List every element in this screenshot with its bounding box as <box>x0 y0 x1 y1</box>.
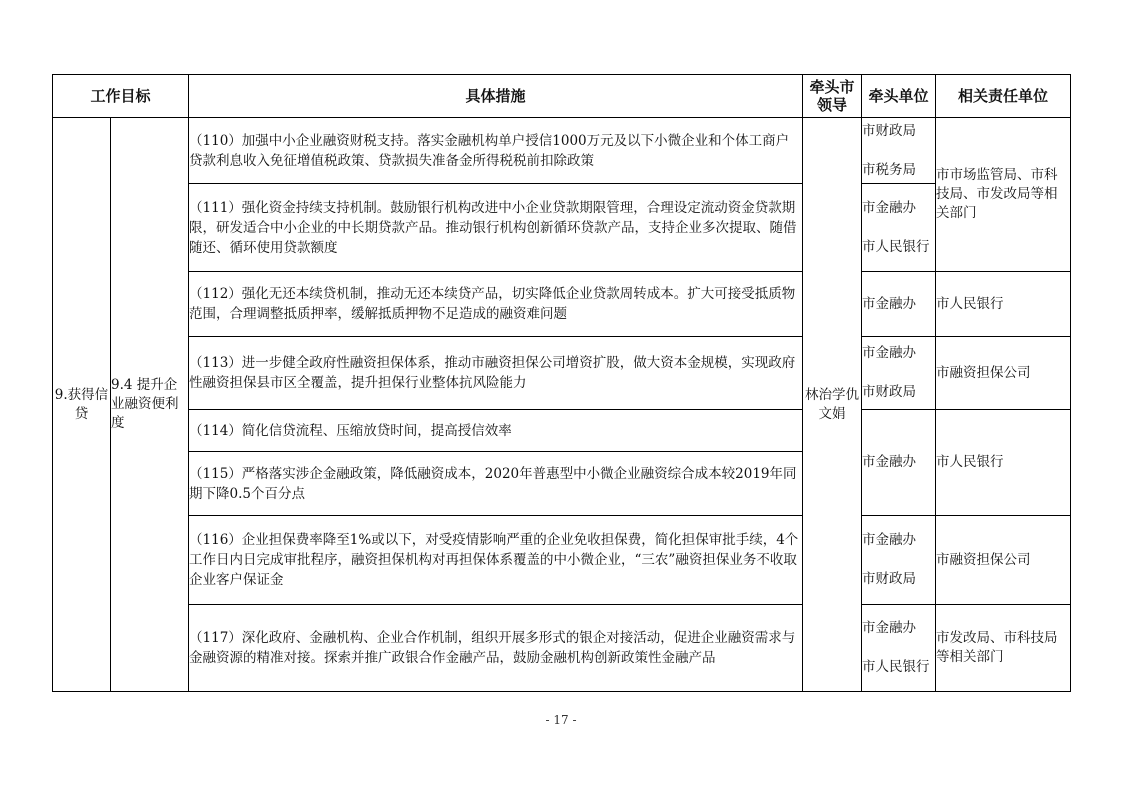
measure-112: （112）强化无还本续贷机制，推动无还本续贷产品，切实降低企业贷款周转成本。扩大可接受抵质物范围，合理调整抵质押率，缓解抵质押物不足造成的融资难问题 <box>189 272 803 337</box>
lead-unit-name: 市财政局 <box>862 571 917 587</box>
lead-unit-name: 市金融办 <box>862 532 917 548</box>
lead-unit-name: 市人民银行 <box>862 238 930 255</box>
header-resp-unit: 相关责任单位 <box>936 75 1071 118</box>
header-lead-unit: 牵头单位 <box>862 75 936 118</box>
lead-unit-name: 市财政局 <box>862 384 917 400</box>
lead-unit-116 <box>862 516 936 605</box>
lead-unit-name: 市财政局 <box>862 122 917 139</box>
lead-unit-name: 市金融办 <box>862 620 917 636</box>
table-row <box>53 605 1071 692</box>
resp-unit-117: 市发改局、市科技局等相关部门 <box>936 605 1071 692</box>
resp-unit-114-115: 市人民银行 <box>936 410 1071 516</box>
table-row <box>53 272 1071 337</box>
table-row <box>53 410 1071 452</box>
header-measures: 具体措施 <box>189 75 803 118</box>
goal-level1: 9.获得信贷 <box>53 118 111 692</box>
lead-unit-name: 市税务局 <box>862 161 917 178</box>
measure-111: （111）强化资金持续支持机制。鼓励银行机构改进中小企业贷款期限管理，合理设定流动资金贷款期限，研发适合中小企业的中长期贷款产品。推动银行机构创新循环贷款产品，支持企业多次提取、随借随还、循环使用贷款额度 <box>189 184 803 272</box>
work-table <box>52 74 1071 692</box>
table-row <box>53 337 1071 410</box>
measure-113: （113）进一步健全政府性融资担保体系，推动市融资担保公司增资扩股，做大资本金规模，实现政府性融资担保县市区全覆盖，提升担保行业整体抗风险能力 <box>189 337 803 410</box>
measure-116: （116）企业担保费率降至1%或以下，对受疫情影响严重的企业免收担保费，简化担保审批手续，4个工作日内日完成审批程序，融资担保机构对再担保体系覆盖的中小微企业，“三农”融资担保业务不收取企业客户保证金 <box>189 516 803 605</box>
lead-unit-110 <box>862 118 936 184</box>
header-goal: 工作目标 <box>53 75 189 118</box>
resp-unit-113: 市融资担保公司 <box>936 337 1071 410</box>
measure-114: （114）简化信贷流程、压缩放贷时间，提高授信效率 <box>189 410 803 452</box>
table-row <box>53 184 1071 272</box>
lead-unit-name: 市人民银行 <box>862 659 930 675</box>
measure-117: （117）深化政府、金融机构、企业合作机制，组织开展多形式的银企对接活动，促进企业融资需求与金融资源的精准对接。探索并推广政银合作金融产品，鼓励金融机构创新政策性金融产品 <box>189 605 803 692</box>
lead-unit-117 <box>862 605 936 692</box>
table-row <box>53 118 1071 184</box>
lead-unit-111 <box>862 184 936 272</box>
resp-unit-110-111: 市市场监管局、市科技局、市发改局等相关部门 <box>936 118 1071 272</box>
lead-unit-name: 市金融办 <box>862 199 917 216</box>
lead-unit-113 <box>862 337 936 410</box>
measure-115: （115）严格落实涉企金融政策，降低融资成本，2020年普惠型中小微企业融资综合成本较2019年同期下降0.5个百分点 <box>189 452 803 516</box>
page-number: - 17 - <box>545 713 577 727</box>
resp-unit-112: 市人民银行 <box>936 272 1071 337</box>
table-row <box>53 516 1071 605</box>
header-leader: 牵头市领导 <box>803 75 862 118</box>
measure-110: （110）加强中小企业融资财税支持。落实金融机构单户授信1000万元及以下小微企业和个体工商户贷款利息收入免征增值税政策、贷款损失准备金所得税税前扣除政策 <box>189 118 803 184</box>
lead-unit-name: 市金融办 <box>862 345 917 361</box>
lead-unit-112: 市金融办 <box>862 272 936 337</box>
table-header-row <box>53 75 1071 118</box>
lead-unit-114-115: 市金融办 <box>862 410 936 516</box>
leader-names: 林治学仇文娟 <box>803 118 862 692</box>
goal-level2: 9.4 提升企业融资便利度 <box>111 118 189 692</box>
resp-unit-116: 市融资担保公司 <box>936 516 1071 605</box>
